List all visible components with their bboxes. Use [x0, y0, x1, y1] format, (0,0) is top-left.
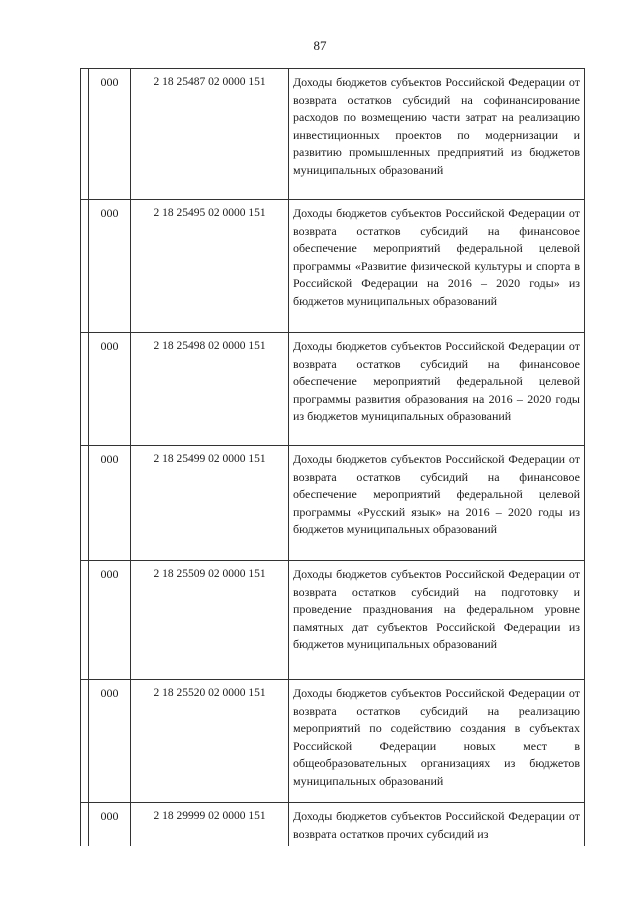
budget-revenue-table	[80, 68, 585, 846]
admin-code-cell: 000	[89, 69, 131, 200]
empty-cell	[81, 69, 89, 200]
table-row	[81, 561, 585, 680]
table-row	[81, 69, 585, 200]
admin-code-cell: 000	[89, 446, 131, 561]
description-cell: Доходы бюджетов субъектов Российской Федерации от возврата остатков субсидий на софинансирование расходов по возмещению части затрат на реализацию инвестиционных проектов по модернизации и развитию промышленных предприятий из бюджетов муниципальных образований	[289, 69, 585, 200]
admin-code-cell: 000	[89, 200, 131, 333]
budget-code-cell: 2 18 25520 02 0000 151	[131, 680, 289, 803]
admin-code-cell: 000	[89, 561, 131, 680]
admin-code-cell: 000	[89, 333, 131, 446]
description-cell: Доходы бюджетов субъектов Российской Федерации от возврата остатков субсидий на реализацию мероприятий по содействию создания в субъектах Российской Федерации новых мест в общеобразовательных организациях из бюджетов муниципальных образований	[289, 680, 585, 803]
budget-code-cell: 2 18 29999 02 0000 151	[131, 803, 289, 847]
empty-cell	[81, 200, 89, 333]
empty-cell	[81, 680, 89, 803]
description-cell: Доходы бюджетов субъектов Российской Федерации от возврата остатков субсидий на финансовое обеспечение мероприятий федеральной целевой программы «Развитие физической культуры и спорта в Российской Федерации на 2016 – 2020 годы» из бюджетов муниципальных образований	[289, 200, 585, 333]
empty-cell	[81, 561, 89, 680]
table-row	[81, 200, 585, 333]
empty-cell	[81, 446, 89, 561]
budget-code-cell: 2 18 25487 02 0000 151	[131, 69, 289, 200]
table-row	[81, 446, 585, 561]
description-cell: Доходы бюджетов субъектов Российской Федерации от возврата остатков прочих субсидий из	[289, 803, 585, 847]
admin-code-cell: 000	[89, 803, 131, 847]
description-cell: Доходы бюджетов субъектов Российской Федерации от возврата остатков субсидий на подготовку и проведение празднования на федеральном уровне памятных дат субъектов Российской Федерации из бюджетов муниципальных образований	[289, 561, 585, 680]
budget-code-cell: 2 18 25509 02 0000 151	[131, 561, 289, 680]
description-cell: Доходы бюджетов субъектов Российской Федерации от возврата остатков субсидий на финансовое обеспечение мероприятий федеральной целевой программы «Русский язык» на 2016 – 2020 годы из бюджетов муниципальных образований	[289, 446, 585, 561]
empty-cell	[81, 333, 89, 446]
budget-code-cell: 2 18 25498 02 0000 151	[131, 333, 289, 446]
description-cell: Доходы бюджетов субъектов Российской Федерации от возврата остатков субсидий на финансовое обеспечение мероприятий федеральной целевой программы развития образования на 2016 – 2020 годы из бюджетов муниципальных образований	[289, 333, 585, 446]
table-row	[81, 803, 585, 847]
admin-code-cell: 000	[89, 680, 131, 803]
table-row	[81, 333, 585, 446]
empty-cell	[81, 803, 89, 847]
page-number: 87	[313, 38, 327, 53]
budget-code-cell: 2 18 25499 02 0000 151	[131, 446, 289, 561]
table-row	[81, 680, 585, 803]
budget-code-cell: 2 18 25495 02 0000 151	[131, 200, 289, 333]
